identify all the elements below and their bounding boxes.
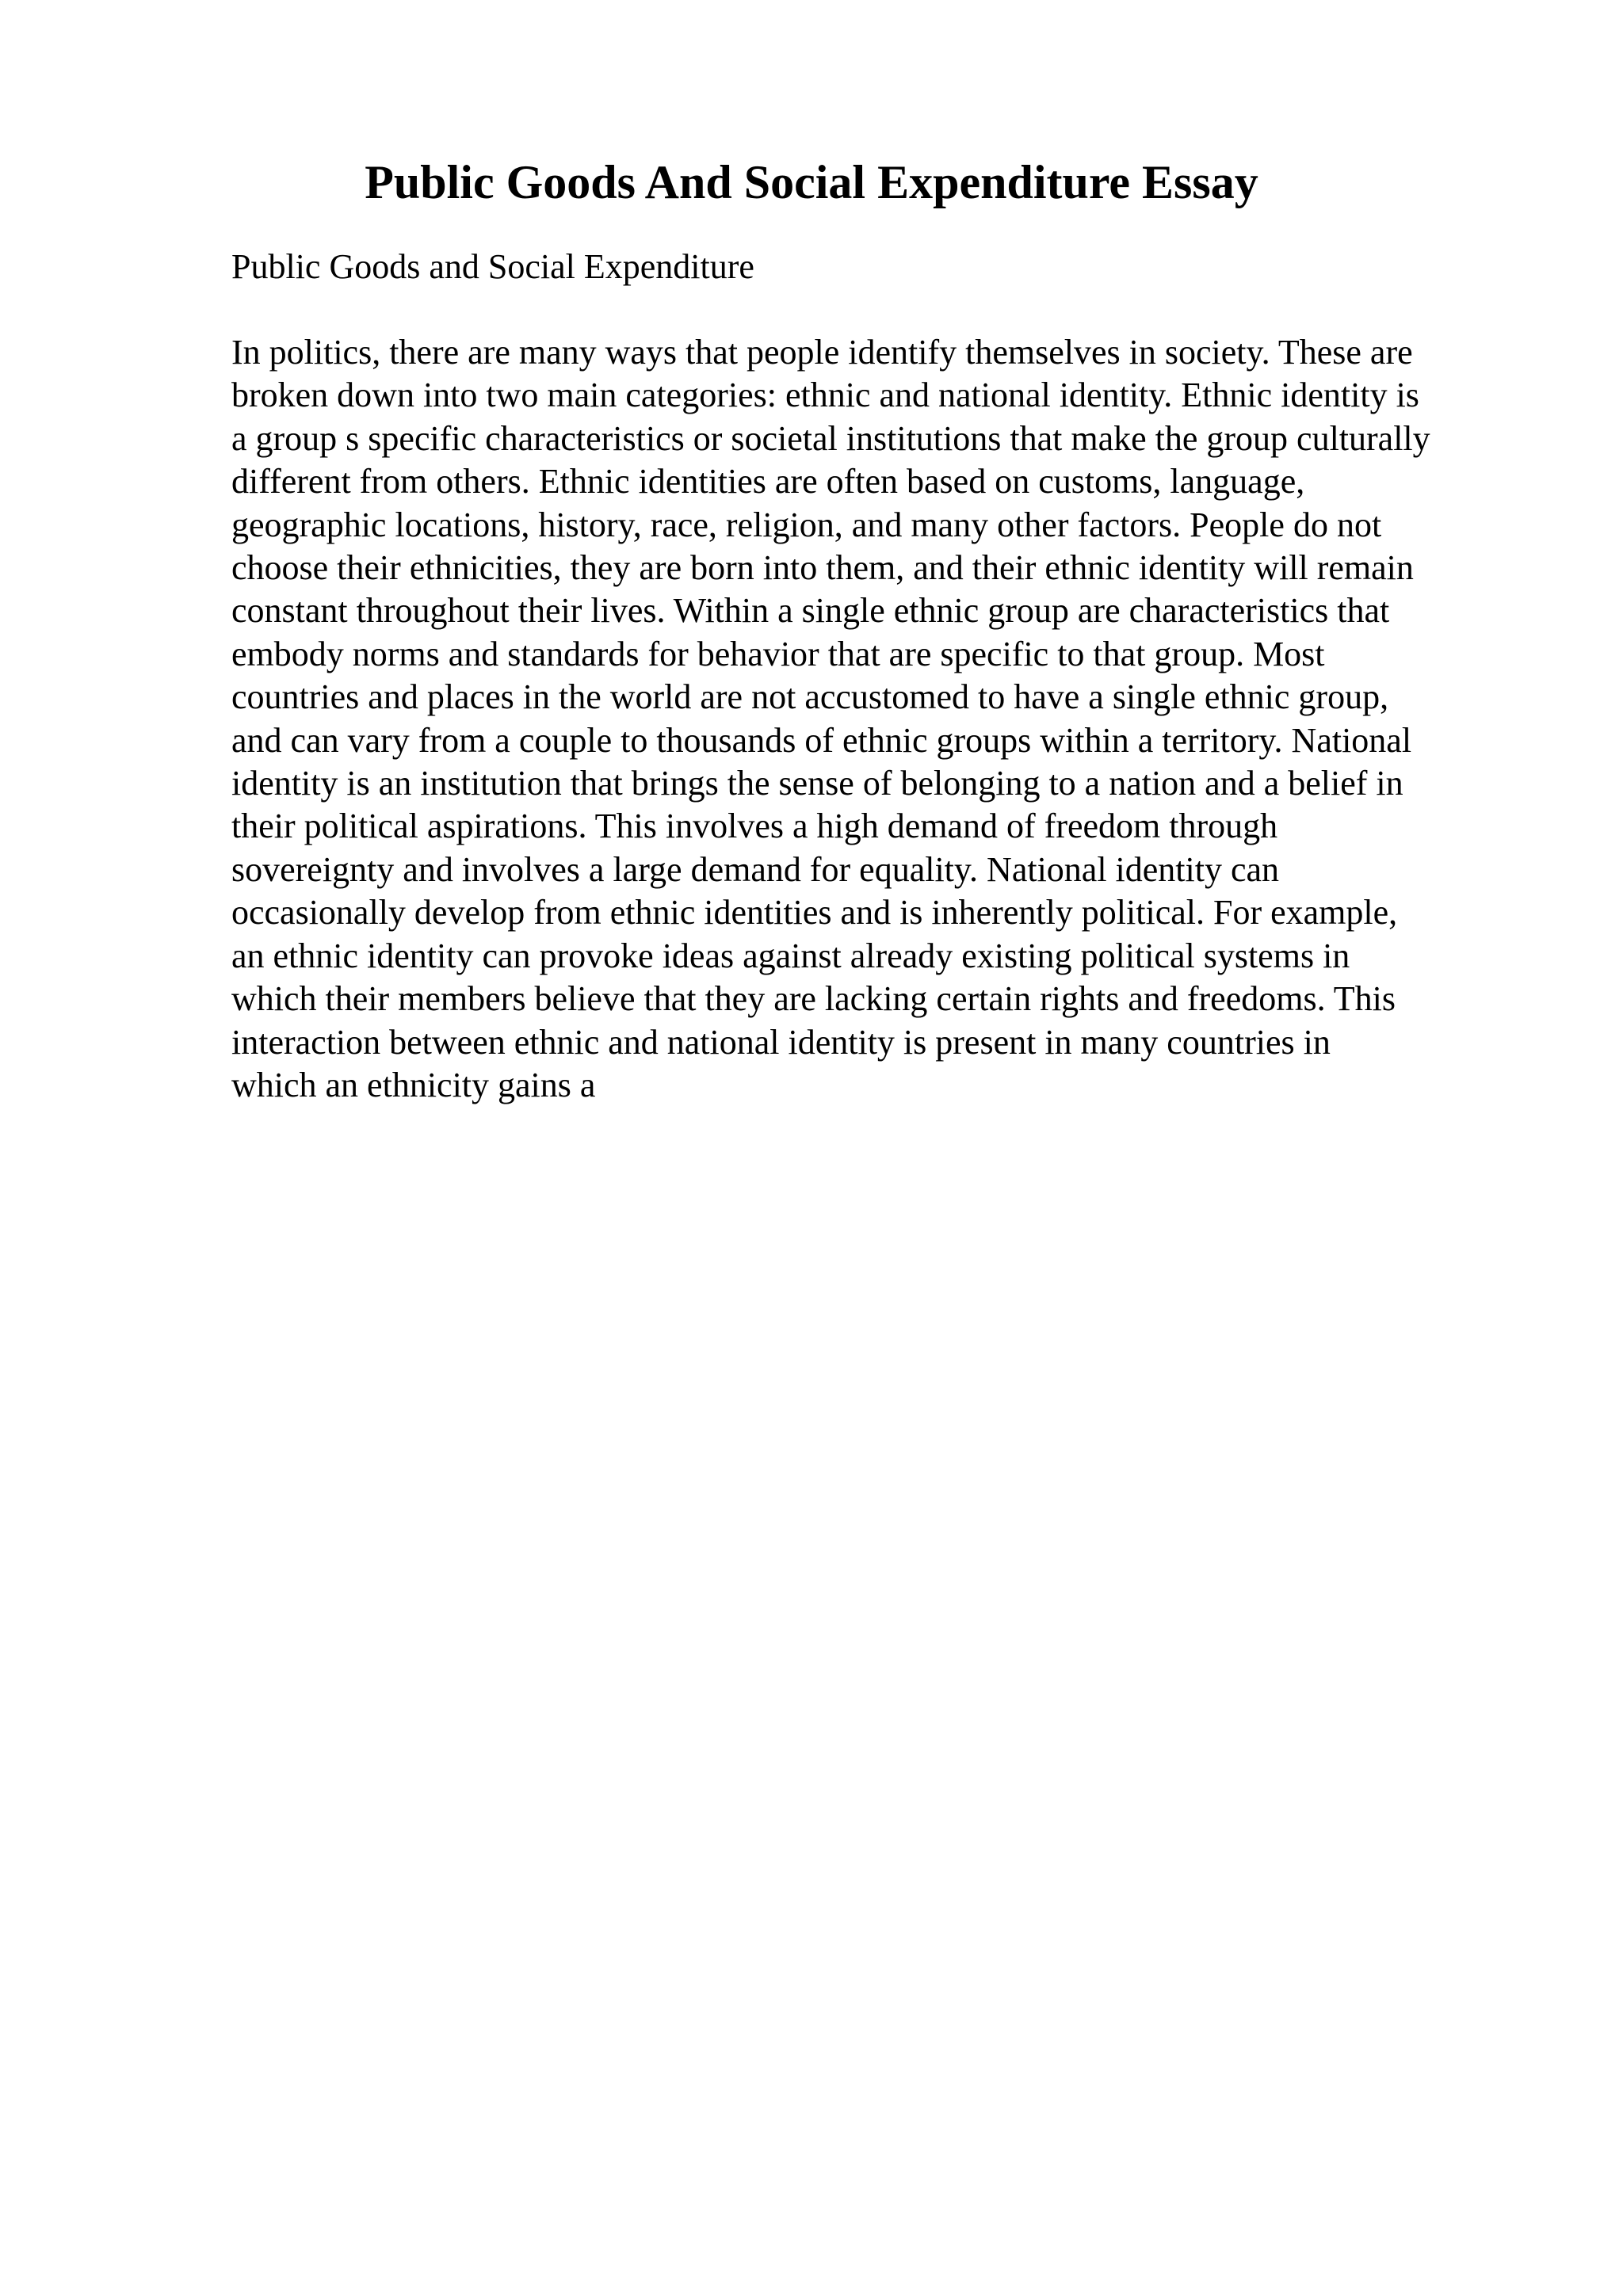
body-line: different from others. Ethnic identities are often based on customs, language, bbox=[231, 462, 1305, 502]
body-line: and can vary from a couple to thousands of ethnic groups within a territory. National bbox=[231, 720, 1412, 760]
page-title: Public Goods And Social Expenditure Essay bbox=[365, 156, 1258, 208]
body-line: countries and places in the world are not accustomed to have a single ethnic group, bbox=[231, 677, 1389, 717]
body-line: which their members believe that they are lacking certain rights and freedoms. This bbox=[231, 979, 1396, 1019]
body-paragraph bbox=[231, 331, 1515, 1107]
body-line: occasionally develop from ethnic identities and is inherently political. For example, bbox=[231, 893, 1398, 933]
body-line: an ethnic identity can provoke ideas against already existing political systems in bbox=[231, 936, 1350, 975]
body-line: geographic locations, history, race, religion, and many other factors. People do not bbox=[231, 505, 1382, 544]
body-line: which an ethnicity gains a bbox=[231, 1065, 596, 1104]
body-line: embody norms and standards for behavior that are specific to that group. Most bbox=[231, 634, 1325, 673]
document-subtitle: Public Goods and Social Expenditure bbox=[231, 247, 754, 286]
body-line: choose their ethnicities, they are born into them, and their ethnic identity will remain bbox=[231, 548, 1414, 588]
body-line: interaction between ethnic and national identity is present in many countries in bbox=[231, 1022, 1331, 1062]
body-line: In politics, there are many ways that people identify themselves in society. These are bbox=[231, 333, 1413, 372]
body-line: a group s specific characteristics or societal institutions that make the group culturally bbox=[231, 418, 1430, 458]
body-line: broken down into two main categories: ethnic and national identity. Ethnic identity is bbox=[231, 376, 1419, 415]
body-line: sovereignty and involves a large demand for equality. National identity can bbox=[231, 849, 1280, 889]
body-line: constant throughout their lives. Within a single ethnic group are characteristics that bbox=[231, 591, 1390, 631]
body-line: identity is an institution that brings the sense of belonging to a nation and a belief in bbox=[231, 764, 1403, 803]
body-line: their political aspirations. This involves a high demand of freedom through bbox=[231, 807, 1278, 846]
